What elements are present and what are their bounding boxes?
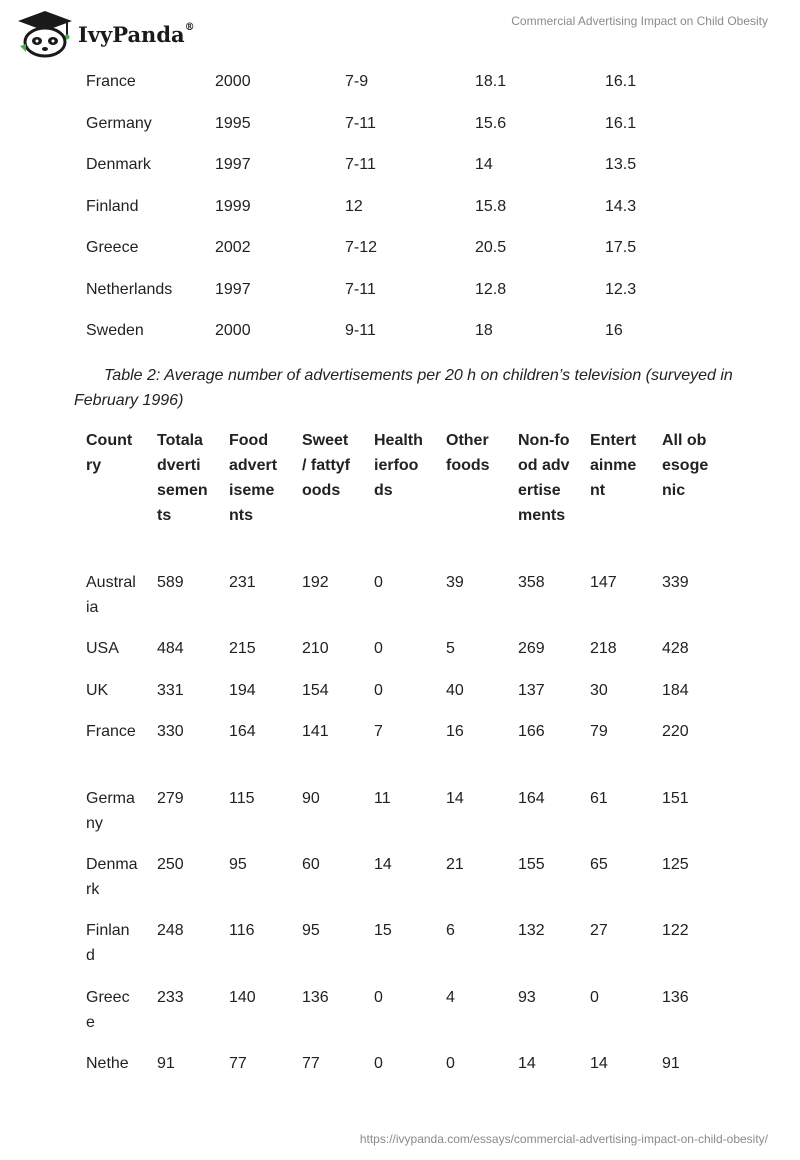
- table-cell: 95: [229, 856, 247, 873]
- table-cell: Sweden: [86, 322, 144, 339]
- table-cell: 12.8: [475, 280, 507, 298]
- table-cell: 2000: [215, 73, 251, 90]
- table-cell: 248: [157, 922, 184, 939]
- table-2-caption: Table 2: Average number of advertisements per 20 h on children’s television (surveyed in February 1996): [74, 367, 733, 409]
- table-cell: Denmark: [86, 156, 151, 173]
- table-cell: 39: [446, 574, 464, 591]
- table-cell: 2002: [215, 239, 251, 256]
- table-cell: 0: [374, 989, 383, 1006]
- table-cell: 0: [374, 574, 383, 591]
- table-cell: Finland: [86, 197, 139, 215]
- table-cell: 269: [518, 640, 545, 657]
- table-cell: 93: [518, 989, 536, 1006]
- table-cell: 147: [590, 574, 617, 591]
- table-cell: 13.5: [605, 156, 637, 173]
- table-cell: 16: [605, 322, 623, 339]
- table-cell: 91: [157, 1055, 175, 1072]
- table-cell: 7-11: [345, 156, 376, 173]
- table-cell: Greece: [86, 989, 130, 1031]
- table-cell: 27: [590, 922, 608, 939]
- table-cell: 0: [446, 1055, 455, 1072]
- table-cell: 250: [157, 856, 184, 873]
- table-cell: 95: [302, 922, 320, 939]
- table-cell: 125: [662, 856, 689, 873]
- table-cell: 7: [374, 723, 383, 740]
- table-cell: 77: [302, 1055, 320, 1072]
- table-cell: 279: [157, 790, 184, 807]
- table-cell: 192: [302, 574, 329, 591]
- column-header: All obesogenic: [662, 432, 709, 499]
- table-cell: 166: [518, 723, 545, 740]
- table-cell: 14: [518, 1055, 536, 1072]
- table-cell: 184: [662, 682, 689, 699]
- document-title: Commercial Advertising Impact on Child Obesity: [511, 14, 768, 28]
- table-cell: 30: [590, 682, 608, 699]
- table-cell: 136: [662, 989, 689, 1006]
- table-cell: 79: [590, 723, 608, 740]
- table-cell: 233: [157, 989, 184, 1006]
- table-cell: Germany: [86, 114, 152, 132]
- column-header: Country: [86, 432, 133, 474]
- table-cell: 11: [374, 790, 391, 807]
- page-header: [0, 0, 800, 60]
- table-cell: 164: [518, 790, 545, 807]
- table-cell: 5: [446, 640, 455, 657]
- table-cell: UK: [86, 682, 109, 699]
- table-cell: 17.5: [605, 239, 637, 256]
- table-cell: 14: [374, 856, 392, 873]
- table-cell: 7-12: [345, 239, 378, 256]
- table-cell: 16.1: [605, 114, 637, 132]
- table-cell: 4: [446, 989, 455, 1006]
- table-cell: 0: [374, 682, 383, 699]
- table-cell: 12: [345, 197, 363, 215]
- table-cell: Denmark: [86, 856, 138, 898]
- table-cell: Greece: [86, 239, 139, 256]
- panda-graduate-icon: [14, 8, 76, 58]
- table-cell: 18: [475, 322, 493, 339]
- column-header: Totaladvertisements: [157, 432, 208, 524]
- table-cell: 218: [590, 640, 617, 657]
- table-cell: 16: [446, 723, 464, 740]
- brand-name: IvyPanda®: [78, 21, 195, 47]
- table-cell: 155: [518, 856, 545, 873]
- table-cell: 231: [229, 574, 256, 591]
- table-cell: 14: [446, 790, 464, 807]
- table-cell: 151: [662, 790, 689, 807]
- table-cell: 141: [302, 723, 329, 740]
- table-cell: 2000: [215, 322, 251, 339]
- table-cell: 428: [662, 640, 689, 657]
- table-cell: 0: [590, 989, 599, 1006]
- table-cell: 122: [662, 922, 689, 939]
- table-cell: France: [86, 723, 136, 740]
- table-cell: 215: [229, 640, 256, 657]
- table-cell: Germany: [86, 790, 135, 832]
- column-header: Non-food advertisements: [518, 432, 570, 524]
- table-cell: 6: [446, 922, 455, 939]
- table-cell: USA: [86, 640, 119, 657]
- table-cell: 339: [662, 574, 689, 591]
- table-cell: 65: [590, 856, 608, 873]
- table-cell: 154: [302, 682, 329, 699]
- table-cell: 7-11: [345, 280, 376, 298]
- ivypanda-logo[interactable]: [14, 8, 195, 58]
- column-header: Entertainment: [590, 432, 637, 499]
- column-header: Sweet / fattyfoods: [302, 432, 350, 499]
- table-cell: Australia: [86, 574, 136, 616]
- table-cell: 115: [229, 790, 255, 807]
- table-cell: 20.5: [475, 239, 507, 256]
- table-cell: 90: [302, 790, 320, 807]
- source-url[interactable]: https://ivypanda.com/essays/commercial-advertising-impact-on-child-obesity/: [359, 1132, 768, 1146]
- table-cell: 358: [518, 574, 545, 591]
- table-cell: 16.1: [605, 73, 637, 90]
- table-cell: 132: [518, 922, 545, 939]
- table-cell: 330: [157, 723, 184, 740]
- table-cell: 140: [229, 989, 256, 1006]
- table-cell: 1999: [215, 197, 251, 215]
- table-cell: 14.3: [605, 197, 637, 215]
- table-cell: 1997: [215, 156, 251, 173]
- table-cell: 1997: [215, 280, 251, 298]
- table-cell: 589: [157, 574, 184, 591]
- column-header: Food advertisements: [229, 432, 278, 524]
- table-cell: 1995: [215, 114, 251, 132]
- table-cell: 0: [374, 1055, 383, 1072]
- table-cell: 21: [446, 856, 464, 873]
- table-cell: 194: [229, 682, 256, 699]
- table-cell: 164: [229, 723, 256, 740]
- table-cell: 40: [446, 682, 464, 699]
- table-cell: 61: [590, 790, 608, 807]
- table-cell: 136: [302, 989, 329, 1006]
- table-cell: 14: [590, 1055, 608, 1072]
- table-cell: 116: [229, 922, 255, 939]
- column-header: Other foods: [446, 432, 490, 474]
- table-cell: 0: [374, 640, 383, 657]
- table-cell: 7-11: [345, 114, 376, 132]
- table-cell: 484: [157, 640, 184, 657]
- table-cell: 15: [374, 922, 392, 939]
- table-cell: 77: [229, 1055, 247, 1072]
- column-header: Healthierfoods: [374, 432, 423, 499]
- table-cell: France: [86, 73, 136, 90]
- table-cell: 137: [518, 682, 545, 699]
- table-cell: 18.1: [475, 73, 507, 90]
- table-cell: Finland: [86, 922, 130, 964]
- table-cell: 91: [662, 1055, 680, 1072]
- table-cell: 12.3: [605, 280, 637, 298]
- table-cell: 331: [157, 682, 184, 699]
- table-cell: Netherlands: [86, 280, 173, 298]
- table-cell: 210: [302, 640, 329, 657]
- table-cell: 14: [475, 156, 493, 173]
- table-cell: 60: [302, 856, 320, 873]
- table-cell: 9-11: [345, 322, 376, 339]
- table-cell: 15.6: [475, 114, 507, 132]
- table-cell: 220: [662, 723, 689, 740]
- table-cell: 7-9: [345, 73, 369, 90]
- table-cell: 15.8: [475, 197, 507, 215]
- table-cell: Nethe: [86, 1055, 129, 1072]
